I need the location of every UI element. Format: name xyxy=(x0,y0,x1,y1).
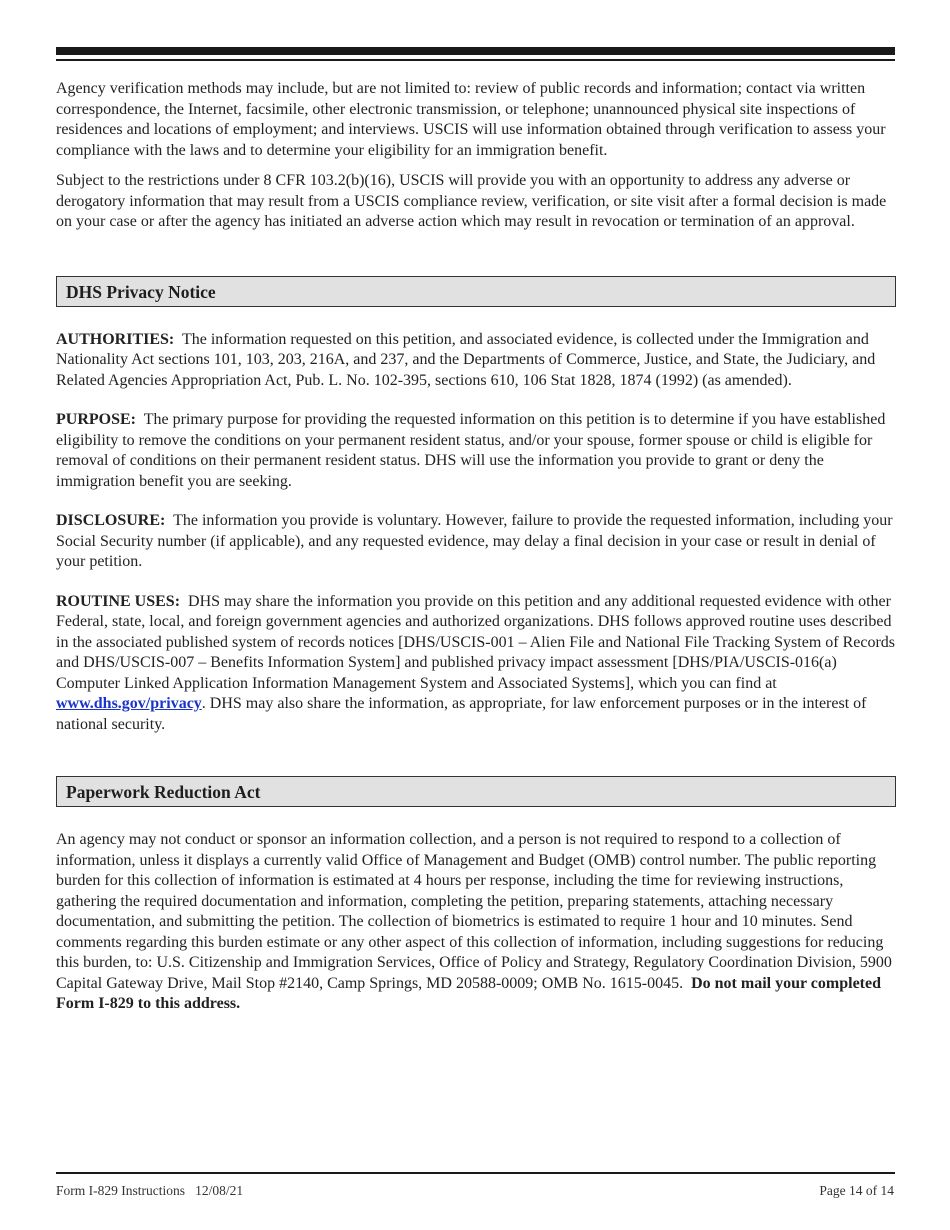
disclosure-label: DISCLOSURE: xyxy=(56,512,166,529)
adverse-information-paragraph: Subject to the restrictions under 8 CFR 103.2(b)(16), USCIS will provide you with an opportunity to address any adverse or derogatory information that may result from a USCIS compliance review, verification, or site visit after a formal decision is made on your case or after the agency has initiated an adverse action which may result in revocation or termination of an approval. xyxy=(56,172,887,230)
paperwork-reduction-heading-text: Paperwork Reduction Act xyxy=(66,782,261,802)
authorities-text: The information requested on this petition, and associated evidence, is collected under the Immigration and Nationality Act sections 101, 103, 203, 216A, and 237, and the Departments of Commerce, Justice, and State, the Judiciary, and Related Agencies Appropriation Act, Pub. L. No. 102-395, sections 610, 106 Stat 1828, 1874 (1992) (as amended). xyxy=(56,330,876,389)
disclosure-text: The information you provide is voluntary. However, failure to provide the requested information, including your Social Security number (if applicable), and any requested evidence, may delay a final decision in your case or result in denial of your petition. xyxy=(56,512,893,570)
header-rule-thin xyxy=(56,59,895,61)
form-id-footer: Form I-829 Instructions 12/08/21 xyxy=(56,1183,244,1198)
authorities-paragraph xyxy=(56,330,896,392)
verification-methods-paragraph: Agency verification methods may include, but are not limited to: review of public records and information; contact via written correspondence, the Internet, facsimile, other electronic transmission, or telephone; unannounced physical site inspections of residences and locations of employment; and interviews. USCIS will use information obtained through verification to assess your compliance with the laws and to determine your eligibility for an immigration benefit. xyxy=(56,80,886,159)
routine-uses-text: DHS may share the information you provide on this petition and any additional requested evidence with other Federal, state, local, and foreign government agencies and authorized organizations. DHS follows approved routine uses described in the associated published system of records notices [DHS/USCIS-001 – Alien File and National File Tracking System of Records and DHS/USCIS-007 – Benefits Information System] and published privacy impact assessment [DHS/PIA/USCIS-016(a) Computer Linked Application Information Management System and Associated Systems], which you can find at xyxy=(56,592,896,692)
paperwork-reduction-paragraph xyxy=(56,830,896,1015)
privacy-notice-heading xyxy=(56,276,896,307)
dhs-privacy-link[interactable]: www.dhs.gov/privacy xyxy=(56,695,202,712)
paperwork-reduction-heading xyxy=(56,776,896,807)
authorities-label: AUTHORITIES: xyxy=(56,330,175,348)
do-not-mail-note: Do not mail your completed Form I-829 to this address. xyxy=(56,974,881,1012)
purpose-paragraph xyxy=(56,410,896,492)
paperwork-text: An agency may not conduct or sponsor an information collection, and a person is not required to respond to a collection of information, unless it displays a currently valid Office of Management and Budget (OMB) control number. The public reporting burden for this collection of information is estimated at 4 hours per response, including the time for reviewing instructions, gathering the required documentation and information, completing the petition, preparing statements, attaching necessary documentation, and submitting the petition. The collection of biometrics is estimated to require 1 hour and 10 minutes. Send comments regarding this burden estimate or any other aspect of this collection of information, including suggestions for reducing this burden, to: U.S. Citizenship and Immigration Services, Office of Policy and Strategy, Regulatory Coordination Division, 5900 Capital Gateway Drive, Mail Stop #2140, Camp Springs, MD 20588-0009; OMB No. 1615-0045. xyxy=(56,831,892,992)
header-rule-thick xyxy=(56,47,895,55)
purpose-label: PURPOSE: xyxy=(56,411,136,428)
routine-uses-label: ROUTINE USES: xyxy=(56,592,181,610)
privacy-notice-heading-text: DHS Privacy Notice xyxy=(66,281,216,302)
page-content xyxy=(56,79,896,1015)
routine-uses-paragraph xyxy=(56,592,896,736)
purpose-text: The primary purpose for providing the requested information on this petition is to determine if you have established eligibility to remove the conditions on your permanent resident status, and/or your spouse, former spouse or child is eligible for removal of conditions on their permanent resident status. DHS will use the information you provide to grant or deny the immigration benefit you are seeking. xyxy=(56,411,886,490)
routine-uses-text-after: . DHS may also share the information, as appropriate, for law enforcement purposes or in the interest of national security. xyxy=(56,695,867,733)
page-number-footer: Page 14 of 14 xyxy=(819,1183,894,1198)
disclosure-paragraph xyxy=(56,511,896,573)
footer-rule xyxy=(56,1172,895,1174)
